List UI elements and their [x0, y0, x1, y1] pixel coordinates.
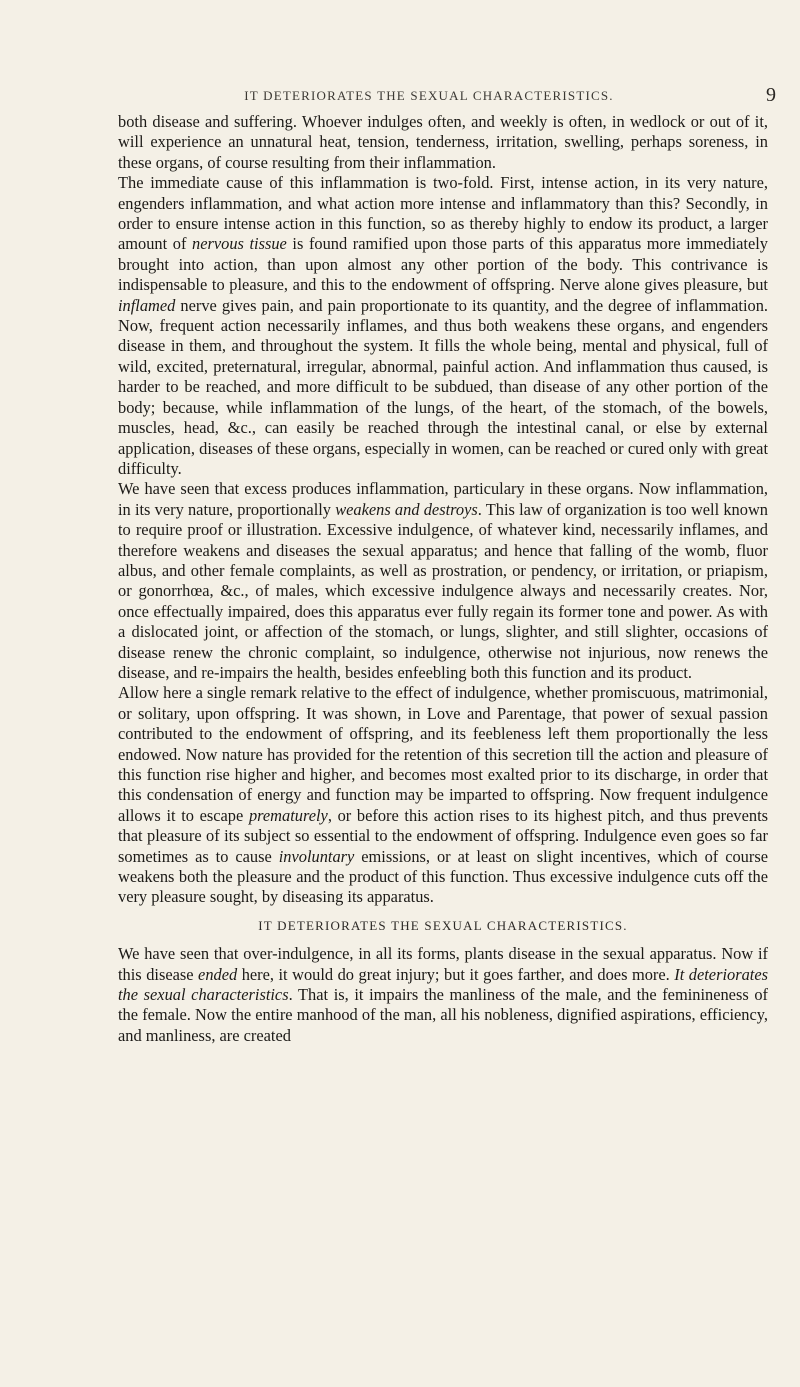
paragraph-4 — [118, 683, 768, 907]
italic-phrase: prematurely — [248, 805, 328, 825]
text-segment: The immediate cause of this inflammation is two-fold. First, intense action, in its very nature, engenders inflammation, and what action more intense and inflammatory than this? Secondly, in order to ensure intense action in this function, so as thereby highly to endow its product, a larger amount of — [118, 173, 768, 254]
italic-phrase: nervous tissue — [192, 234, 287, 254]
italic-phrase: inflamed — [118, 295, 176, 315]
text-segment: here, it would do great injury; but it goes farther, and does more. — [237, 964, 675, 984]
text-segment: Allow here a single remark relative to the effect of indulgence, whether promiscuous, matrimonial, or solitary, upon offspring. It was shown, in Love and Parentage, that power of sexual passion contributed to the endowment of offspring, and its feebleness left them proportionally the less endowed. Now nature has provided for the retention of this secretion till the action and pleasure of this function rise higher and higher, and becomes most exalted prior to its discharge, in order that this condensation of energy and function may be imparted to offspring. Now frequent indulgence allows it to escape — [118, 683, 768, 825]
italic-phrase: involuntary — [278, 846, 355, 866]
paragraph-5 — [118, 944, 768, 1046]
paragraph-2 — [118, 173, 768, 479]
italic-phrase: It deteriorates the sexual characteristics — [118, 964, 768, 1005]
italic-phrase: weakens and destroys — [335, 499, 478, 519]
text-segment: nerve gives pain, and pain proportionate to its quantity, and the degree of inflammation. Now, frequent action necessarily inflames, and thus both weakens these organs, and engenders disease in them, and throughout the system. It fills the whole being, mental and physical, full of wild, excited, preternatural, irregular, abnormal, painful action. And inflammation thus caused, is harder to be reached, and more difficult to be subdued, than disease of any other portion of the body; because, while inflammation of the lungs, of the heart, of the stomach, of the bowels, muscles, head, &c., can easily be reached through the intestinal canal, or else by external application, diseases of these organs, especially in women, can be reached or cured only with great difficulty. — [118, 295, 768, 478]
text-segment: . That is, it impairs the manliness of the male, and the feminineness of the female. Now the entire manhood of the man, all his nobleness, dignified aspirations, efficiency, and manliness, are created — [118, 985, 768, 1045]
running-head: IT DETERIORATES THE SEXUAL CHARACTERISTICS. — [244, 88, 614, 103]
body-text — [118, 112, 768, 1046]
section-heading: IT DETERIORATES THE SEXUAL CHARACTERISTICS. — [258, 917, 628, 933]
page-number: 9 — [766, 84, 776, 106]
text-segment: emissions, or at least on slight incentives, which of course weakens both the pleasure and the product of this function. Thus excessive indulgence cuts off the very pleasure sought, by diseasing its apparatus. — [118, 846, 768, 907]
text-segment: , or before this action rises to its highest pitch, and thus prevents that pleasure of its subject so essential to the endowment of offspring. Indulgence even goes so far sometimes as to cause — [118, 805, 768, 866]
text-segment: We have seen that excess produces inflammation, particulary in these organs. Now inflammation, in its very nature, proportionally — [118, 479, 768, 519]
text-segment: . This law of organization is too well known to require proof or illustration. Excessive indulgence, of whatever kind, necessarily inflames, and therefore weakens and diseases the sexual apparatus; and hence that falling of the womb, fluor albus, and other female complaints, as well as prostration, or pendency, or irritation, or priapism, or gonorrhœa, &c., of males, which excessive indulgence always and necessarily creates. Nor, once effectually impaired, does this apparatus ever fully regain its former tone and power. As with a dislocated joint, or affection of the stomach, or lungs, slighter, and still slighter, occasions of disease renew the chronic complaint, so indulgence, otherwise not injurious, now renews the disease, and re-impairs the health, besides enfeebling both this function and its product. — [118, 499, 768, 682]
text-segment: both disease and suffering. Whoever indulges often, and weekly is often, in wedlock or out of it, will experience an unnatural heat, tension, tenderness, irritation, swelling, perhaps soreness, in these organs, of course resulting from their inflammation. — [118, 112, 768, 172]
page-header — [118, 84, 780, 108]
text-segment: We have seen that over-indulgence, in all its forms, plants disease in the sexual apparatus. Now if this disease — [118, 944, 768, 984]
paragraph-3 — [118, 479, 768, 683]
text-segment: is found ramified upon those parts of this apparatus more immediately brought into action, than upon almost any other portion of the body. This contrivance is indispensable to pleasure, and this to the endowment of offspring. Nerve alone gives pleasure, but — [118, 234, 769, 295]
italic-phrase: ended — [198, 964, 238, 984]
paragraph-1 — [118, 112, 768, 173]
